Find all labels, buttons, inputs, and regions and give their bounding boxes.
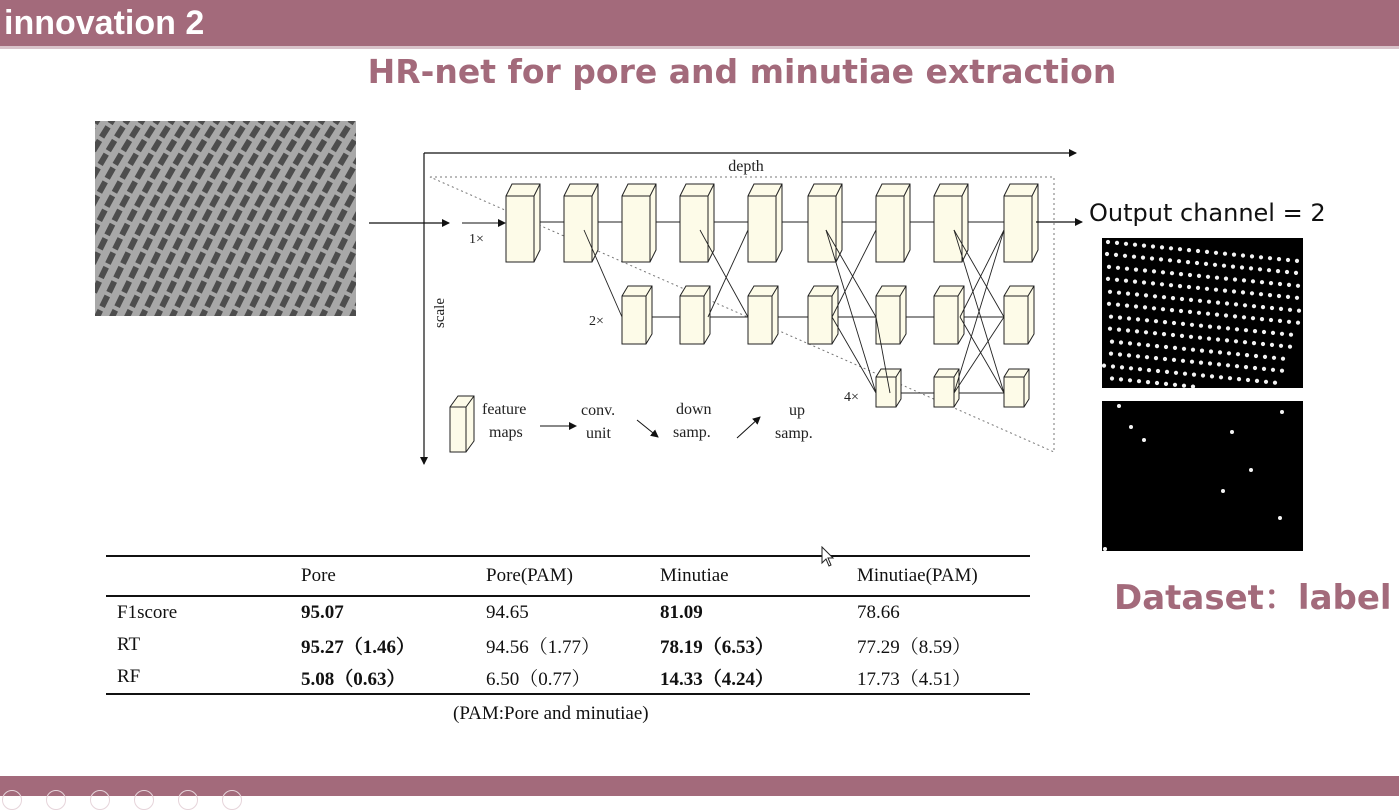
feature-map-block	[934, 369, 959, 407]
table-header-cell: Pore	[301, 565, 336, 586]
feature-map-block	[680, 286, 710, 344]
slide-title: innovation 2	[4, 4, 205, 42]
feature-map-block	[564, 184, 598, 262]
table-row	[106, 661, 1030, 694]
title-bar-shadow	[0, 46, 1399, 49]
value-cell: 95.07	[301, 602, 344, 623]
table-header-cell: Pore(PAM)	[486, 565, 573, 586]
value-cell: 78.19（6.53）	[660, 636, 775, 658]
value-cell: 81.09	[660, 602, 703, 623]
scale-region-outline	[430, 177, 1054, 452]
feature-map-block	[748, 286, 778, 344]
scale-4x-label: 4×	[844, 390, 859, 405]
table-row	[106, 629, 1030, 661]
table-header-cell	[106, 556, 301, 596]
metric-cell: RT	[117, 634, 141, 655]
feature-map-block	[680, 184, 714, 262]
feature-map-block	[748, 184, 782, 262]
scale-1x-label: 1×	[469, 232, 484, 247]
bottom-bar	[0, 776, 1399, 796]
legend-down-label-1: down	[676, 401, 712, 418]
feature-map-block	[506, 184, 540, 262]
value-cell: 5.08（0.63）	[301, 668, 406, 690]
output-channel-label: Output channel = 2	[1089, 199, 1326, 227]
depth-label: depth	[728, 158, 764, 175]
nav-dot[interactable]	[90, 790, 110, 810]
legend-feature-label-1: feature	[482, 401, 527, 418]
legend-feature-map	[450, 396, 474, 452]
value-cell: 14.33（4.24）	[660, 668, 775, 690]
legend-feature-label-2: maps	[489, 424, 523, 441]
value-cell: 77.29（8.59）	[857, 636, 972, 658]
value-cell: 78.66	[857, 602, 900, 623]
feature-map-block	[876, 369, 901, 407]
scale-label: scale	[432, 298, 448, 328]
value-cell: 17.73（4.51）	[857, 668, 972, 690]
pore-label-map	[1102, 238, 1303, 388]
table-row	[106, 596, 1030, 629]
nav-dot[interactable]	[222, 790, 242, 810]
feature-map-block	[622, 184, 656, 262]
nav-dot[interactable]	[46, 790, 66, 810]
legend-up-arrow	[737, 417, 760, 438]
table-header-row	[106, 556, 1030, 596]
results-table	[106, 555, 1030, 695]
dataset-label: Dataset：label	[1114, 578, 1392, 618]
legend-up-label-2: samp.	[775, 425, 813, 442]
nav-dot[interactable]	[134, 790, 154, 810]
feature-map-block	[876, 184, 910, 262]
legend-up-label-1: up	[789, 402, 805, 419]
mouse-cursor-icon	[821, 546, 835, 568]
legend-conv-label-2: unit	[586, 425, 611, 442]
table-header-cell: Minutiae	[660, 565, 729, 586]
value-cell: 94.56（1.77）	[486, 636, 601, 658]
feature-map-block	[808, 286, 838, 344]
scale-2x-label: 2×	[589, 314, 604, 329]
legend-conv-label-1: conv.	[581, 402, 616, 419]
feature-map-block	[934, 184, 968, 262]
nav-dot[interactable]	[2, 790, 22, 810]
feature-map-block	[876, 286, 906, 344]
value-cell: 95.27（1.46）	[301, 636, 416, 658]
feature-map-block	[1004, 184, 1038, 262]
minutiae-label-map	[1102, 401, 1303, 551]
feature-map-block	[934, 286, 964, 344]
fingerprint-image	[95, 121, 356, 316]
table-caption: (PAM:Pore and minutiae)	[453, 703, 649, 724]
feature-map-block	[808, 184, 842, 262]
legend-down-arrow	[637, 420, 658, 437]
diagram-legend	[450, 396, 813, 452]
slide-subtitle: HR-net for pore and minutiae extraction	[367, 52, 1117, 91]
feature-map-block	[622, 286, 652, 344]
feature-map-block	[1004, 286, 1034, 344]
value-cell: 6.50（0.77）	[486, 668, 591, 690]
nav-dot[interactable]	[178, 790, 198, 810]
metric-cell: F1score	[117, 602, 178, 623]
metric-cell: RF	[117, 666, 141, 687]
value-cell: 94.65	[486, 602, 529, 623]
title-bar	[0, 0, 1399, 46]
legend-down-label-2: samp.	[673, 424, 711, 441]
table-header-cell: Minutiae(PAM)	[857, 565, 978, 586]
feature-map-block	[1004, 369, 1029, 407]
